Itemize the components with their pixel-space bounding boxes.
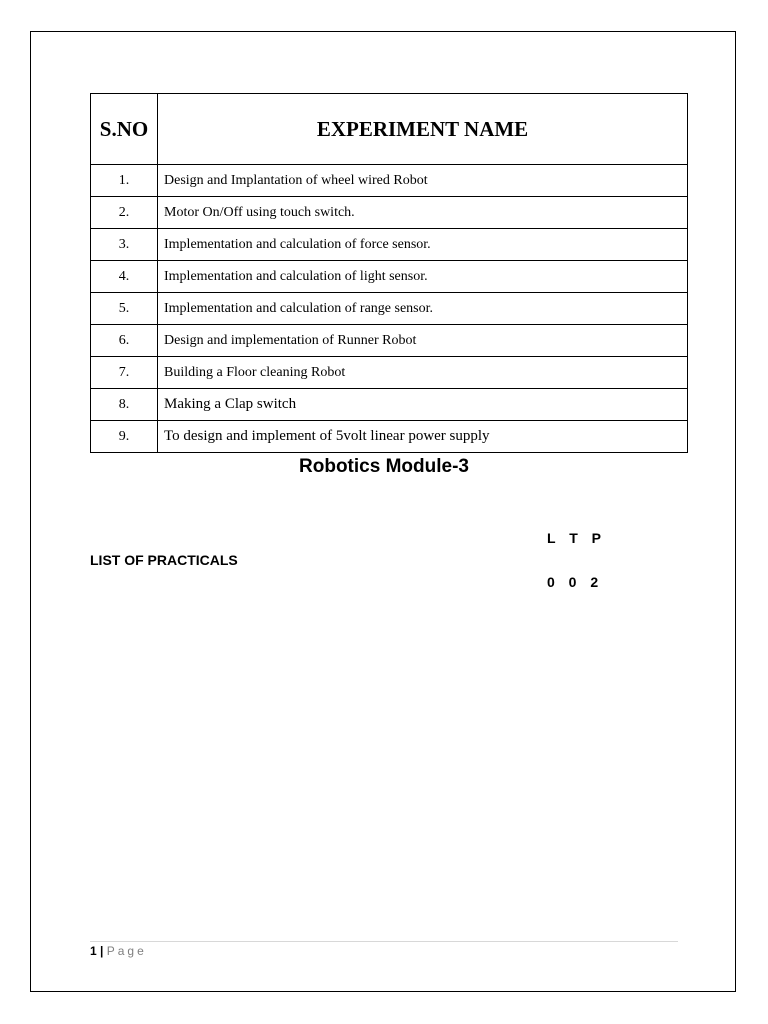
footer-divider (90, 941, 678, 942)
row-number: 1. (91, 165, 158, 197)
table-row (91, 165, 688, 197)
experiments-table (90, 93, 688, 453)
table-row (91, 293, 688, 325)
row-number: 4. (91, 261, 158, 293)
experiment-name: Design and implementation of Runner Robot (158, 325, 688, 357)
ltp-header: L T P (547, 530, 602, 546)
table-row (91, 229, 688, 261)
row-number: 6. (91, 325, 158, 357)
table-row (91, 389, 688, 421)
row-number: 9. (91, 421, 158, 453)
page-number: 1 (90, 944, 97, 958)
experiment-name: Building a Floor cleaning Robot (158, 357, 688, 389)
table-row (91, 197, 688, 229)
experiment-name: Implementation and calculation of light sensor. (158, 261, 688, 293)
table-row (91, 325, 688, 357)
row-number: 5. (91, 293, 158, 325)
experiment-name: Design and Implantation of wheel wired Robot (158, 165, 688, 197)
row-number: 7. (91, 357, 158, 389)
experiment-name: Making a Clap switch (158, 389, 688, 421)
row-number: 8. (91, 389, 158, 421)
list-of-practicals-heading: LIST OF PRACTICALS (90, 552, 238, 568)
module-title: Robotics Module-3 (299, 456, 469, 477)
experiment-name: Implementation and calculation of range sensor. (158, 293, 688, 325)
row-number: 3. (91, 229, 158, 261)
table-row (91, 261, 688, 293)
page-footer (90, 944, 147, 958)
row-number: 2. (91, 197, 158, 229)
experiment-name: To design and implement of 5volt linear power supply (158, 421, 688, 453)
experiment-name: Implementation and calculation of force sensor. (158, 229, 688, 261)
table-header-row (91, 94, 688, 165)
page-separator: | (100, 944, 104, 958)
table-row (91, 357, 688, 389)
header-sno: S.NO (91, 94, 158, 165)
header-experiment-name: EXPERIMENT NAME (158, 94, 688, 165)
ltp-values: 0 0 2 (547, 574, 600, 590)
table-row (91, 421, 688, 453)
page-word: Page (106, 944, 147, 958)
experiment-name: Motor On/Off using touch switch. (158, 197, 688, 229)
